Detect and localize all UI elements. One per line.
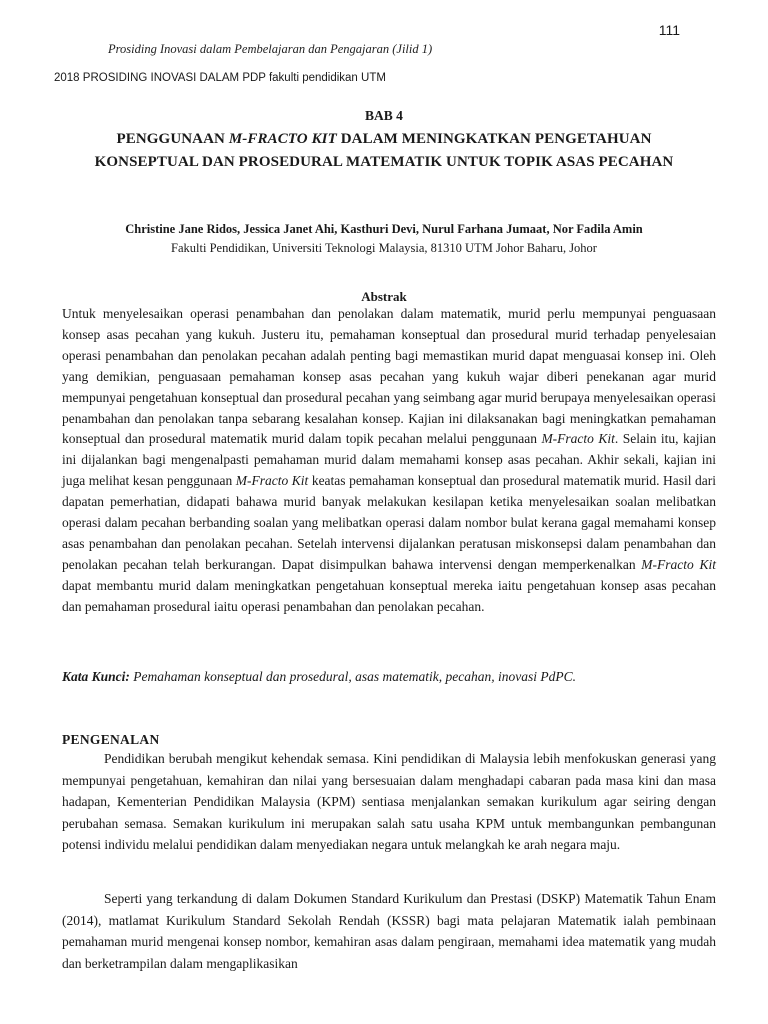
introduction-paragraph-2 [62, 888, 716, 974]
title-part-2: DALAM MENINGKATKAN PENGETAHUAN KONSEPTUAL DAN PROSEDURAL MATEMATIK UNTUK TOPIK ASAS PECAHAN [94, 131, 674, 170]
author-list: Christine Jane Ridos, Jessica Janet Ahi, Kasthuri Devi, Nurul Farhana Jumaat, Nor Fadila Amin [125, 222, 643, 236]
running-header-journal: Prosiding Inovasi dalam Pembelajaran dan Pengajaran (Jilid 1) [108, 42, 433, 56]
abstract-kit-1: M-Fracto Kit [541, 431, 615, 447]
abstract-heading: Abstrak [361, 289, 407, 304]
abstract-text-2: . Selain itu, kajian ini dijalankan bagi mengenalpasti pemahaman murid dalam memahami konsep asas pecahan. Akhir sekali, kajian ini juga melihat kesan penggunaan [62, 431, 716, 489]
keywords-text: Pemahaman konseptual dan prosedural, asas matematik, pecahan, inovasi PdPC. [129, 669, 576, 684]
abstract-kit-3: M-Fracto Kit [641, 556, 716, 572]
introduction-paragraph-2-text: Seperti yang terkandung di dalam Dokumen Standard Kurikulum dan Prestasi (DSKP) Matematik Tahun Enam (2014), matlamat Kurikulum Standard Sekolah Rendah (KSSR) bagi mata pelajaran Matematik ialah pembinaan pemahaman murid mengenai konsep nombor, kemahiran asas dalam pengiraan, memahami idea matematik yang mudah dan berketrampilan dalam mengaplikasikan [62, 891, 716, 971]
abstract-text-4: dapat membantu murid dalam meningkatkan pengetahuan konseptual mereka iaitu pengetahuan konsep asas pecahan dan pemahaman prosedural iaitu operasi penambahan dan penolakan pecahan. [62, 577, 716, 614]
abstract-body [62, 304, 716, 618]
page-number: 111 [658, 22, 680, 38]
introduction-paragraph-1-text: Pendidikan berubah mengikut kehendak semasa. Kini pendidikan di Malaysia lebih menfokuskan generasi yang mempunyai pengetahuan, kemahiran dan nilai yang bersesuaian dalam menghadapi cabaran pada masa kini dan masa hadapan, Kementerian Pendidikan Malaysia (KPM) sentiasa menjalankan semakan kurikulum agar seiring dengan perubahan semasa. Semakan kurikulum ini merupakan salah satu usaha KPM untuk membangunkan pembangunan potensi individu melalui pendidikan dalam menyediakan negara untuk melangkah ke arah negara maju. [62, 751, 716, 852]
abstract-text-3: keatas pemahaman konseptual dan prosedural matematik murid. Hasil dari dapatan pemerhatian, didapati bahawa murid banyak melakukan kesilapan ketika menyelesaikan soalan melibatkan operasi dalam pecahan berbanding soalan yang melibatkan operasi dalam nombor bulat kerana gagal memahami konsep asas penambahan dan penolakan pecahan. Setelah intervensi dijalankan peratusan miskonsepsi dalam penambahan dan penolakan pecahan telah berkurangan. Dapat disimpulkan bahawa intervensi dengan memperkenalkan [62, 473, 716, 572]
title-part-1: PENGGUNAAN [116, 131, 229, 147]
abstract-text-1: Untuk menyelesaikan operasi penambahan dan penolakan dalam matematik, murid perlu mempunyai penguasaan konsep asas pecahan yang kukuh. Justeru itu, pemahaman konseptual dan prosedural murid terhadap penyelesaian operasi penambahan dan penolakan pecahan adalah penting bagi memastikan murid dapat menguasai konsep ini. Oleh yang demikian, penguasaan pemahaman konsep asas pecahan yang kukuh wajar diberi penekanan agar murid mempunyai pengetahuan konseptual dan prosedural pecahan yang seimbang agar murid berupaya menyelesaikan operasi penambahan dan penolakan tanpa sebarang kesalahan konsep. Kajian ini dilaksanakan bagi meningkatkan pemahaman konseptual dan prosedural matematik murid dalam topik pecahan melalui penggunaan [62, 306, 716, 447]
paper-title [70, 128, 698, 173]
keywords [62, 669, 722, 685]
title-kit-name: M-FRACTO KIT [228, 131, 337, 147]
running-header-proceedings: 2018 PROSIDING INOVASI DALAM PDP fakulti pendidikan UTM [54, 72, 386, 84]
keywords-label: Kata Kunci: [62, 669, 130, 684]
section-heading-introduction: PENGENALAN [62, 732, 160, 747]
abstract-kit-2: M-Fracto Kit [235, 473, 309, 489]
chapter-label: BAB 4 [365, 108, 403, 123]
author-affiliation: Fakulti Pendidikan, Universiti Teknologi Malaysia, 81310 UTM Johor Baharu, Johor [171, 241, 597, 255]
introduction-paragraph-1 [62, 748, 716, 856]
